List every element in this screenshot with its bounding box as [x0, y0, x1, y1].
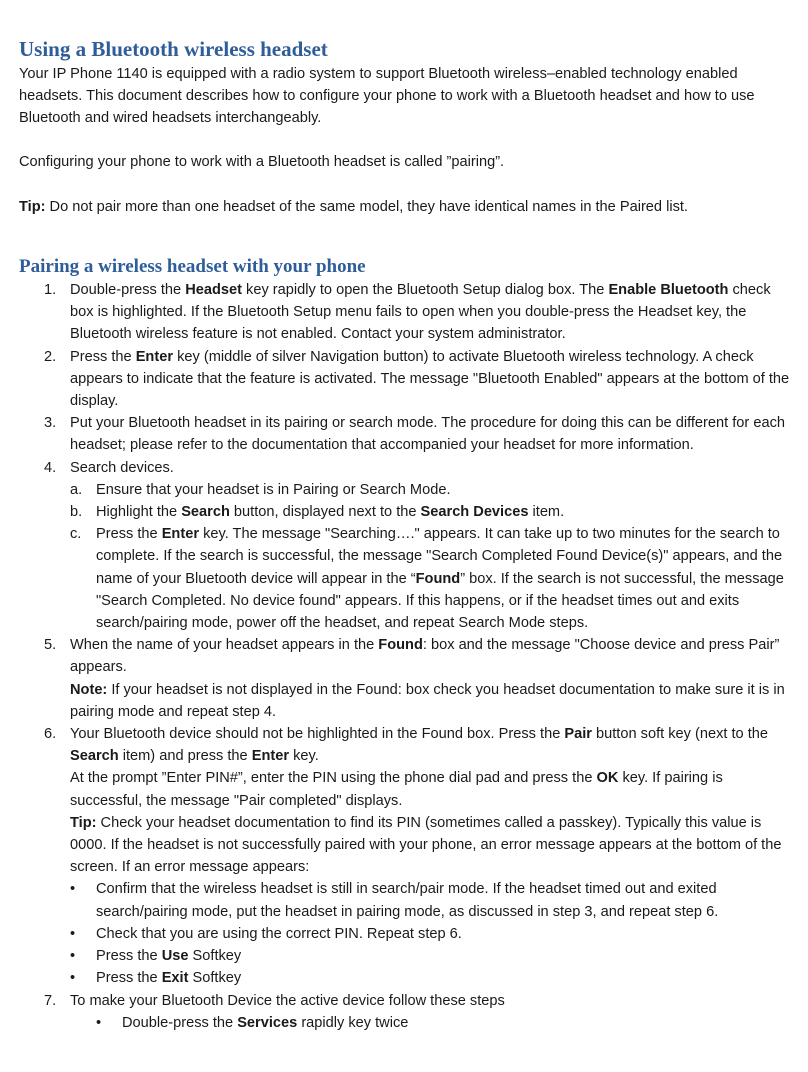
step-note: Note: If your headset is not displayed in the Found: box check you headset documentation to make sure it is in pairing mode and repeat step 4.: [70, 681, 785, 720]
step-item: 3. Put your Bluetooth headset in its pairing or search mode. The procedure for doing this can be different for each headset; please refer to the documentation that accompanied your headset for more information.: [19, 412, 794, 456]
bullet-glyph: •: [70, 881, 76, 898]
step-item: 1. Double-press the Headset key rapidly to open the Bluetooth Setup dialog box. The Enable Bluetooth check box is highlighted. If the Bluetooth Setup menu fails to open when you double-press the Headset key, the Bluetooth wireless feature is not enabled. Contact your system administrator.: [19, 279, 794, 346]
pairing-steps-list: [19, 279, 794, 1034]
substep-item: b. Highlight the Search button, displayed next to the Search Devices item.: [70, 501, 794, 523]
substep-item: a. Ensure that your headset is in Pairing or Search Mode.: [70, 479, 794, 501]
bullet-item: • Check that you are using the correct PIN. Repeat step 6.: [70, 923, 794, 945]
section-heading: Pairing a wireless headset with your phone: [19, 256, 366, 277]
bullet-item: • Double-press the Services rapidly key twice: [70, 1012, 794, 1034]
step-number: 2.: [44, 348, 57, 365]
bullet-glyph: •: [96, 1014, 102, 1031]
step-item: 5. When the name of your headset appears in the Found: box and the message "Choose device and press Pair” appears. Note: If your headset is not displayed in the Found: box check you headset documentation to make sure it is in pairing mode and repeat step 4.: [19, 634, 794, 723]
bullet-item: • Press the Use Softkey: [70, 945, 794, 967]
step-number: 7.: [44, 992, 57, 1009]
substep-letter: b.: [70, 504, 83, 521]
substeps-list: [70, 479, 794, 634]
bullet-glyph: •: [70, 948, 76, 965]
tip-text: Do not pair more than one headset of the same model, they have identical names in the Paired list.: [45, 199, 688, 215]
pin-prompt-instruction: At the prompt ”Enter PIN#”, enter the PIN using the phone dial pad and press the OK key. If pairing is successful, the message "Pair completed" displays.: [70, 770, 723, 809]
substep-item: c. Press the Enter key. The message "Searching…." appears. It can take up to two minutes for the search to complete. If the search is successful, the message "Search Completed Found Device(s)" appears, and the name of your Bluetooth device will appear in the “Found” box. If the search is not successful, the message "Search Completed. No device found" appears. If this happens, or if the headset times out and exits search/pairing mode, power off the headset, and repeat Search Mode steps.: [70, 523, 794, 634]
tip-label: Tip:: [19, 199, 46, 215]
substep-letter: c.: [70, 526, 82, 543]
step-item: 2. Press the Enter key (middle of silver Navigation button) to activate Bluetooth wireless technology. A check appears to indicate that the feature is activated. The message "Bluetooth Enabled" appears at the bottom of the display.: [19, 346, 794, 413]
page-title: Using a Bluetooth wireless headset: [19, 37, 328, 61]
tip-paragraph: [19, 196, 794, 218]
bullet-glyph: •: [70, 970, 76, 987]
active-device-bullet-list: [70, 1012, 794, 1034]
step-number: 4.: [44, 459, 57, 476]
bullet-glyph: •: [70, 925, 76, 942]
step-number: 6.: [44, 726, 57, 743]
step-item: 4. Search devices. a. Ensure that your headset is in Pairing or Search Mode. b. Highlight the Search button, displayed next to the Search Devices item. c. Press the Enter key. The message "Searching…." appears. It can take up to two minutes for the search to complete. If the search is successful, the message "Search Completed Found Device(s)" appears, and the name of your Bluetooth device will appear in the “Found” box. If the search is not successful, the message "Search Completed. No device found" appears. If this happens, or if the headset times out and exits search/pairing mode, power off the headset, and repeat Search Mode steps.: [19, 457, 794, 635]
intro-paragraph: Your IP Phone 1140 is equipped with a radio system to support Bluetooth wireless–enabled technology enabled headsets. This document describes how to configure your phone to work with a Bluetooth headset and how to use Bluetooth and wired headsets interchangeably.: [19, 66, 755, 127]
step-item: 6. Your Bluetooth device should not be highlighted in the Found box. Press the Pair button soft key (next to the Search item) and press the Enter key. At the prompt ”Enter PIN#”, enter the PIN using the phone dial pad and press the OK key. If pairing is successful, the message "Pair completed" displays. Tip: Check your headset documentation to find its PIN (sometimes called a passkey). Typically this value is 0000. If the headset is not successfully paired with your phone, an error message appears at the bottom of the screen. If an error message appears: • Confirm that the wireless headset is still in search/pair mode. If the headset timed out and exited search/pairing mode, put the headset in pairing mode, as discussed in step 3, and repeat step 6. • Check that you are using the correct PIN. Repeat step 6. • Press the Use Softkey • Press the Exit Softkey: [19, 723, 794, 989]
step-number: 1.: [44, 282, 57, 298]
step-number: 3.: [44, 415, 57, 432]
step-tip: Tip: Check your headset documentation to find its PIN (sometimes called a passkey). Typically this value is 0000. If the headset is not successfully paired with your phone, an error message appears at the bottom of the screen. If an error message appears:: [70, 814, 782, 876]
bullet-item: • Confirm that the wireless headset is still in search/pair mode. If the headset timed out and exited search/pairing mode, put the headset in pairing mode, as discussed in step 3, and repeat step 6.: [70, 878, 794, 922]
bullet-item: • Press the Exit Softkey: [70, 967, 794, 989]
substep-letter: a.: [70, 481, 83, 498]
error-bullet-list: [70, 878, 794, 989]
pairing-definition: Configuring your phone to work with a Bluetooth headset is called ”pairing”.: [19, 154, 505, 170]
step-item: 7. To make your Bluetooth Device the active device follow these steps • Double-press the Services rapidly key twice: [19, 990, 794, 1034]
step-number: 5.: [44, 637, 57, 654]
